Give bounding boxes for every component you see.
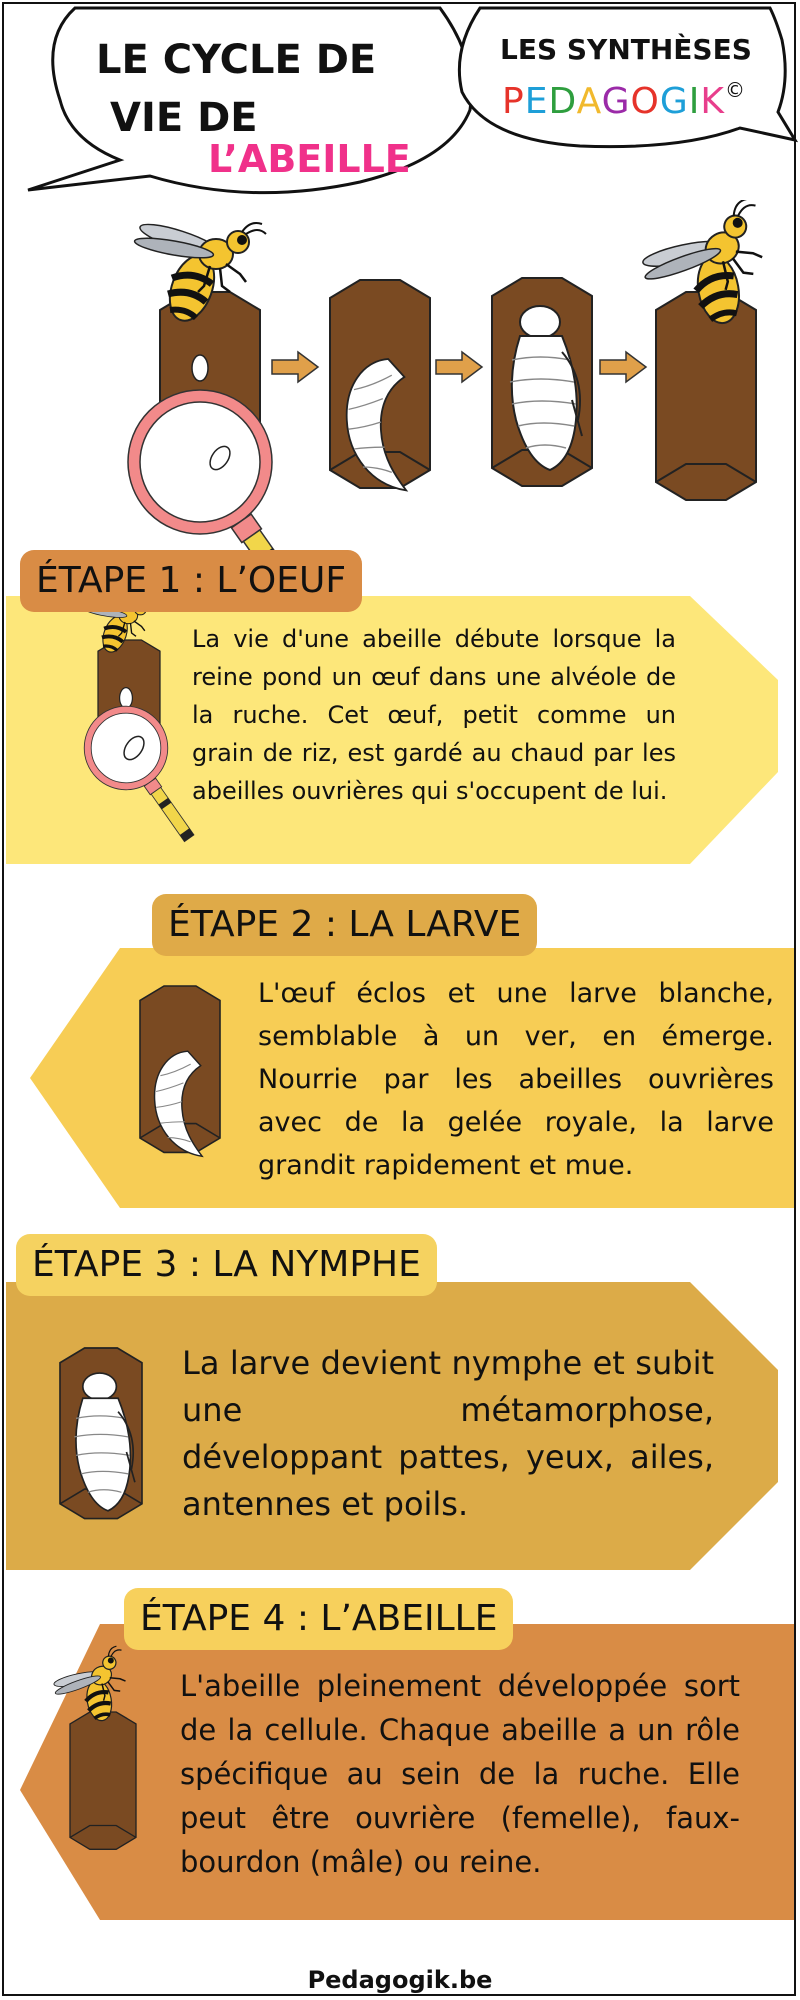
step-2-label: ÉTAPE 2 : LA LARVE — [152, 894, 537, 956]
honeycomb-cell-icon — [70, 1712, 136, 1849]
brand-letter: O — [630, 81, 660, 122]
step-4-text: L'abeille pleinement développée sort de la cellule. Chaque abeille a un rôle spécifique au sein de la ruche. Elle peut être ouvrière (femelle), faux-bourdon (mâle) ou reine. — [180, 1669, 740, 1879]
title-line-3: L’ABEILLE — [208, 137, 411, 181]
step-1-text: La vie d'une abeille débute lorsque la reine pond un œuf dans une alvéole de la ruche. Cet œuf, petit comme un grain de riz, est gardé au chaud par les abeilles ouvrières qui s'occupent de lui. — [192, 625, 676, 805]
step-2-text: L'œuf éclos et une larve blanche, semblable à un ver, en émerge. Nourrie par les abeilles ouvrières avec de la gelée royale, la larve grandit rapidement et mue. — [258, 978, 774, 1181]
brand-letter: E — [524, 81, 549, 122]
footer-website: Pedagogik.be — [307, 1966, 493, 1994]
step-3-label: ÉTAPE 3 : LA NYMPHE — [16, 1234, 437, 1296]
brand-letter: I — [688, 81, 701, 122]
brand-letter: G — [659, 81, 689, 122]
brand-letter: P — [502, 81, 525, 122]
title-line-1: LE CYCLE DE — [96, 37, 377, 83]
brand-copyright: © — [724, 78, 746, 102]
brand-letter: K — [700, 81, 725, 122]
magnifier-icon — [84, 706, 195, 842]
brand-letter: A — [576, 81, 602, 122]
brand-letter: G — [601, 81, 631, 122]
brand-letter: D — [548, 81, 577, 122]
step-3-text: La larve devient nymphe et subit une métamorphose, développant pattes, yeux, ailes, antennes et poils. — [182, 1344, 714, 1523]
step-1-label: ÉTAPE 1 : L’OEUF — [20, 550, 362, 612]
egg-icon — [120, 688, 133, 709]
brand-line-1: LES SYNTHÈSES — [500, 33, 752, 66]
step-4-label: ÉTAPE 4 : L’ABEILLE — [124, 1588, 513, 1650]
title-line-2: VIE DE — [110, 95, 258, 141]
